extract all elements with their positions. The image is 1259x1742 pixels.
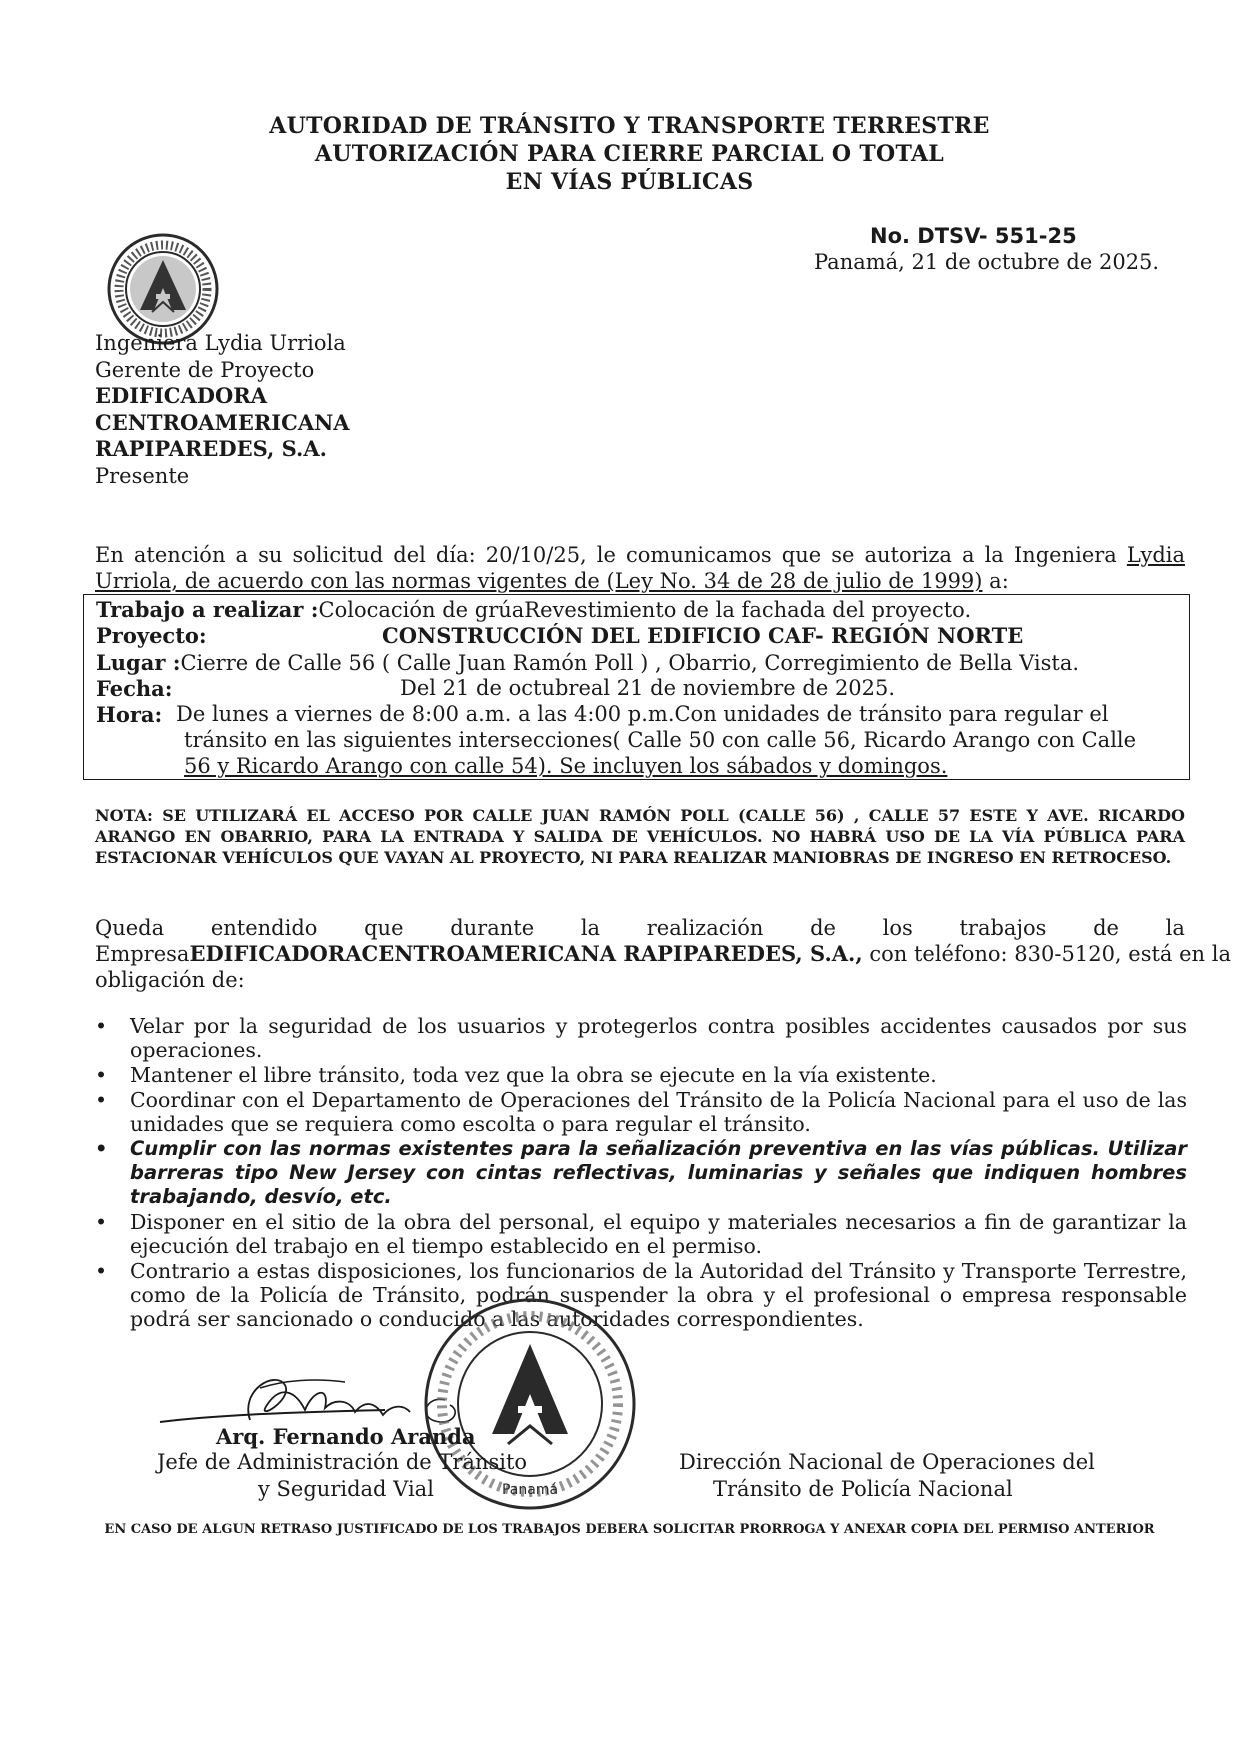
copy-recipient-line-2: Tránsito de Policía Nacional xyxy=(713,1477,1013,1501)
trabajo-label: Trabajo a realizar : xyxy=(96,597,319,622)
document-date: Panamá, 21 de octubre de 2025. xyxy=(814,250,1160,274)
intro-text-c: a: xyxy=(982,569,1009,593)
hora-line-2: tránsito en las siguientes intersecciones( Calle 50 con calle 56, Ricardo Arango con Calle xyxy=(184,728,1137,752)
recipient-company-line-1: EDIFICADORA xyxy=(95,383,268,408)
queda-word: de xyxy=(1093,916,1119,940)
queda-word: la xyxy=(580,916,601,940)
bullet-icon: • xyxy=(95,1088,108,1112)
official-stamp xyxy=(420,1294,640,1514)
list-item: • Contrario a estas disposiciones, los funcionarios de la Autoridad del Tránsito y Transporte Terrestre, como de la Policía de Tránsito, podrán suspender la obra y el profesional o empresa responsable podrá ser sancionado o conducido a las autoridades correspondientes. xyxy=(95,1259,1187,1331)
queda-word: durante xyxy=(450,916,535,940)
recipient-company-line-3: RAPIPAREDES, S.A. xyxy=(95,436,327,461)
bullet-icon: • xyxy=(95,1063,108,1087)
proyecto-row xyxy=(96,623,1024,648)
nota-paragraph: NOTA: SE UTILIZARÁ EL ACCESO POR CALLE JUAN RAMÓN POLL (CALLE 56) , CALLE 57 ESTE Y AVE. RICARDO ARANGO EN OBARRIO, PARA LA ENTRADA Y SALIDA DE VEHÍCULOS. NO HABRÁ USO DE LA VÍA PÚBLICA PARA ESTACIONAR VEHÍCULOS QUE VAYAN AL PROYECTO, NI PARA REALIZAR MANIOBRAS DE INGRESO EN RETROCESO. xyxy=(95,806,1185,867)
signer-title-line-2: y Seguridad Vial xyxy=(258,1477,434,1501)
copy-recipient-line-1: Dirección Nacional de Operaciones del xyxy=(679,1450,1095,1474)
bullet-icon: • xyxy=(95,1210,108,1234)
hora-line-1: De lunes a viernes de 8:00 a.m. a las 4:00 p.m.Con unidades de tránsito para regular el xyxy=(176,702,1109,726)
queda-paragraph xyxy=(95,915,1231,993)
document-title xyxy=(0,112,1259,196)
proyecto-value: CONSTRUCCIÓN DEL EDIFICIO CAF- REGIÓN NORTE xyxy=(382,623,1024,648)
hora-line-3: 56 y Ricardo Arango con calle 54). Se incluyen los sábados y domingos. xyxy=(184,754,948,778)
lugar-value: Cierre de Calle 56 ( Calle Juan Ramón Poll ) , Obarrio, Corregimiento de Bella Vista. xyxy=(180,651,1080,675)
obligations-list xyxy=(95,1014,1187,1332)
queda-word: Queda xyxy=(95,916,165,940)
lugar-row xyxy=(96,650,1079,675)
title-line-2: AUTORIZACIÓN PARA CIERRE PARCIAL O TOTAL xyxy=(314,141,945,167)
proyecto-label: Proyecto: xyxy=(96,623,207,648)
trabajo-row xyxy=(96,597,971,622)
queda-word: de xyxy=(810,916,836,940)
signer-title-line-1: Jefe de Administración de Tránsito xyxy=(157,1450,528,1474)
hora-label: Hora: xyxy=(96,702,163,727)
queda-company: EDIFICADORACENTROAMERICANA RAPIPAREDES, S.A., xyxy=(189,941,863,966)
bullet-icon: • xyxy=(95,1014,108,1038)
hora-row xyxy=(96,702,1109,727)
queda-line-3: obligación de: xyxy=(95,968,245,992)
queda-word: los xyxy=(882,916,913,940)
queda-word: que xyxy=(364,916,404,940)
queda-word: la xyxy=(1165,916,1185,940)
title-line-1: AUTORIDAD DE TRÁNSITO Y TRANSPORTE TERRESTRE xyxy=(269,113,990,139)
queda-line-1 xyxy=(95,915,1185,941)
lugar-label: Lugar : xyxy=(96,650,181,675)
recipient-closing: Presente xyxy=(95,463,190,488)
intro-paragraph xyxy=(95,542,1185,594)
fecha-value: Del 21 de octubreal 21 de noviembre de 2025. xyxy=(400,676,896,700)
signer-name: Arq. Fernando Aranda xyxy=(216,1424,476,1449)
fecha-label: Fecha: xyxy=(96,676,173,701)
fecha-row xyxy=(96,676,896,701)
queda-word: entendido xyxy=(210,916,318,940)
queda-phone-text: con teléfono: 830-5120, está en la xyxy=(862,942,1231,966)
recipient-company-line-2: CENTROAMERICANA xyxy=(95,409,350,435)
recipient-name: Ingeniera Lydia Urriola xyxy=(95,331,346,355)
recipient-role: Gerente de Proyecto xyxy=(95,357,315,382)
trabajo-value: Colocación de grúaRevestimiento de la fachada del proyecto. xyxy=(318,598,972,622)
list-item: • Velar por la seguridad de los usuarios y protegerlos contra posibles accidentes causados por sus operaciones. xyxy=(95,1014,1187,1062)
authority-seal-logo xyxy=(106,232,220,346)
intro-text-b: Lydia Urriola, de acuerdo con las normas vigentes de (Ley No. 34 de 28 de julio de 1999) xyxy=(95,543,1185,593)
queda-line-2 xyxy=(95,941,1231,967)
stamp-city: Panamá xyxy=(501,1482,559,1498)
queda-word: trabajos xyxy=(959,916,1047,940)
bullet-icon: • xyxy=(95,1259,108,1283)
queda-word: realización xyxy=(646,916,764,940)
list-item: • Disponer en el sitio de la obra del personal, el equipo y materiales necesarios a fin de garantizar la ejecución del trabajo en el tiempo establecido en el permiso. xyxy=(95,1210,1187,1258)
recipient-block xyxy=(95,330,350,489)
title-line-3: EN VÍAS PÚBLICAS xyxy=(505,169,754,195)
list-item: • Mantener el libre tránsito, toda vez que la obra se ejecute en la vía existente. xyxy=(95,1063,937,1087)
document-number: No. DTSV- 551-25 xyxy=(870,224,1077,248)
work-details-box xyxy=(83,594,1190,780)
footer-note: EN CASO DE ALGUN RETRASO JUSTIFICADO DE LOS TRABAJOS DEBERA SOLICITAR PRORROGA Y ANEXAR COPIA DEL PERMISO ANTERIOR xyxy=(104,1522,1155,1537)
list-item: • Coordinar con el Departamento de Operaciones del Tránsito de la Policía Nacional para el uso de las unidades que se requiera como escolta o para regular el tránsito. xyxy=(95,1088,1187,1136)
list-item: • Cumplir con las normas existentes para la señalización preventiva en las vías públicas. Utilizar barreras tipo New Jersey con cintas reflectivas, luminarias y señales que indiquen hombres trabajando, desvío, etc. xyxy=(95,1137,1187,1208)
bullet-icon: • xyxy=(95,1137,108,1160)
intro-text-a: En atención a su solicitud del día: 20/10/25, le comunicamos que se autoriza a la Ingeniera xyxy=(95,543,1127,567)
queda-empresa: Empresa xyxy=(95,942,190,966)
